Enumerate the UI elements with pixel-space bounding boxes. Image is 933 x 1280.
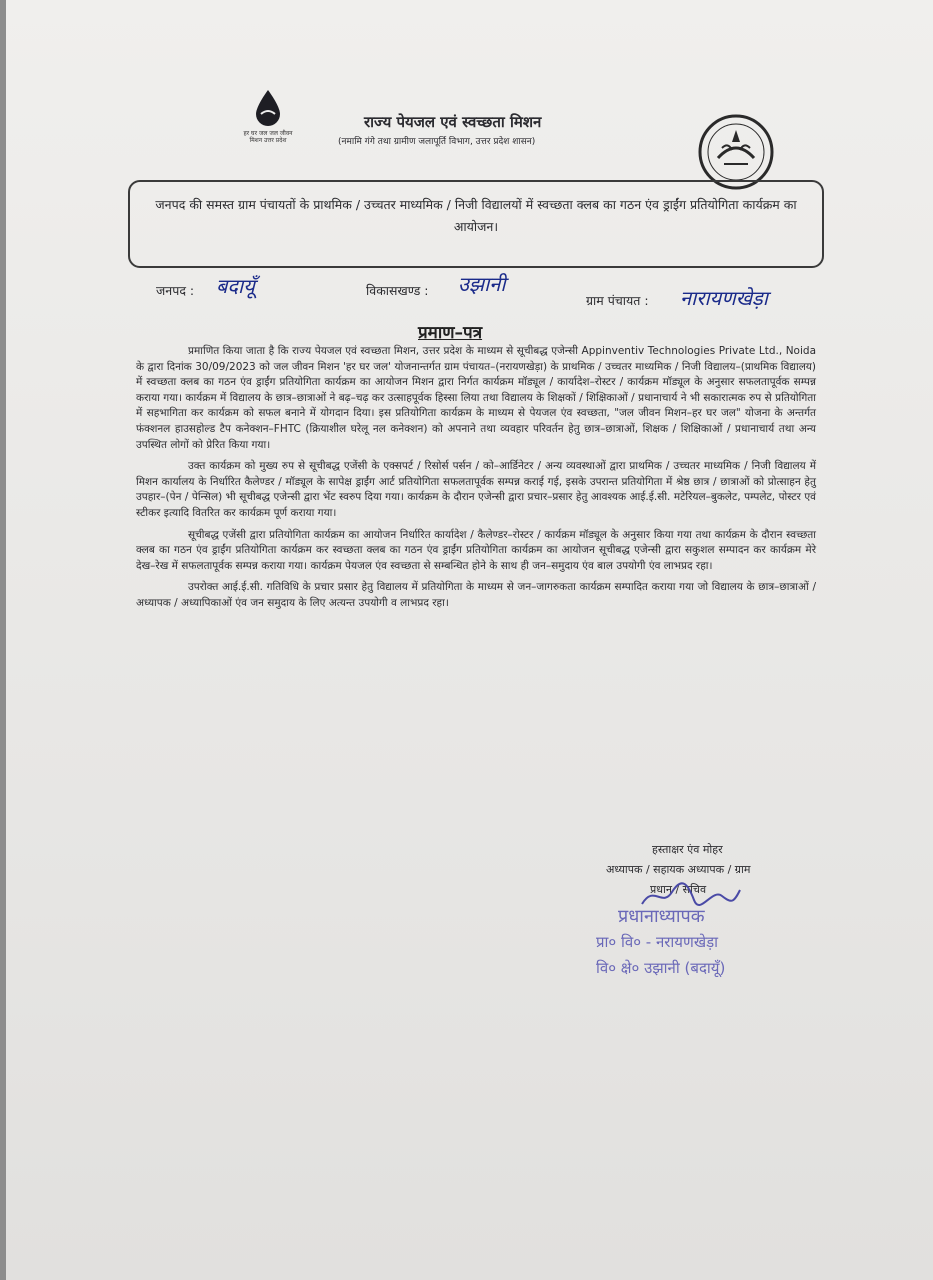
subject-text: जनपद की समस्त ग्राम पंचायतों के प्राथमिक / उच्चतर माध्यमिक / निजी विद्यालयों में स्वच्छता क्लब का गठन एंव ड्राईंग प्रतियोगिता कार्यक्रम का आयोजन। <box>155 197 797 234</box>
document-page <box>6 0 933 1280</box>
stamp-block: वि० क्षे० उझानी (बदायूँ) <box>596 959 726 977</box>
block-value: उझानी <box>458 272 506 296</box>
signature-designation: अध्यापक / सहायक अध्यापक / ग्राम <box>606 863 751 876</box>
har-ghar-jal-logo <box>238 88 298 158</box>
stamp-school: प्रा० वि० - नरायणखेड़ा <box>596 933 719 951</box>
district-label: जनपद : <box>156 283 195 298</box>
header-subtitle: (नमामि गंगे तथा ग्रामीण जलापूर्ति विभाग, उत्तर प्रदेश शासन) <box>338 137 536 147</box>
header-title: राज्य पेयजल एवं स्वच्छता मिशन <box>364 113 542 131</box>
stamp-title: प्रधानाध्यापक <box>618 906 705 927</box>
paragraph-4: उपरोक्त आई.ई.सी. गतिविधि के प्रचार प्रसार हेतु विद्यालय में प्रतियोगिता के माध्यम से जन–जागरुकता कार्यक्रम सम्पादित कराया गया जो विद्यालय के छात्र–छात्राओं / अध्यापक / अध्यापिकाओं एंव जन समुदाय के लिए अत्यन्त उपयोगी व लाभप्रद रहा। <box>136 581 816 609</box>
paragraph-1: प्रमाणित किया जाता है कि राज्य पेयजल एवं स्वच्छता मिशन, उत्तर प्रदेश के माध्यम से सूचीबद्ध एजेन्सी Appinventiv Technologies Private Ltd., Noida के द्वारा दिनांक 30/09/2023 को जल जीवन मिशन 'हर घर जल' योजनान्तर्गत ग्राम पंचायत–(नरायणखेड़ा) के प्राथमिक / उच्चतर माध्यमिक / निजी विद्यालय–(प्राथमिक विद्यालय) में स्वच्छता क्लब का गठन एंव ड्राईंग प्रतियोगिता कार्यक्रम का आयोजन मिशन द्वारा निर्गत कार्यक्रम मॉड्यूल / कार्यादेश–रोस्टर / कार्यक्रम मॉड्यूल के अनुसार सफलतापूर्वक सम्पन्न कराया गया। कार्यक्रम में विद्यालय के छात्र–छात्राओं ने बढ़–चढ़ कर उत्साहपूर्वक हिस्सा लिया तथा विद्यालय के शिक्षकों / शिक्षिकाओं / प्रधानाचार्य ने भी सकारात्मक रुप से प्रतियोगिता में सहभागिता कर कार्यक्रम को सफल बनाने में योगदान दिया। इस प्रतियोगिता कार्यक्रम के माध्यम से पेयजल एंव स्वच्छता, "जल जीवन मिशन–हर घर जल" योजना के अन्तर्गत फंक्शनल हाउसहोल्ड टैप कनेक्शन–FHTC (क्रियाशील घरेलू नल कनेक्शन) को अपनाने तथा व्यवहार परिवर्तन हेतु छात्र–छात्राओं, शिक्षक / शिक्षिकाओं / प्रधानाचार्य तथा अन्य उपस्थित लोगों को प्रेरित किया गया। <box>136 345 816 451</box>
signature-label: हस्ताक्षर एंव मोहर <box>652 843 723 856</box>
paragraph-3: सूचीबद्ध एजेंसी द्वारा प्रतियोगिता कार्यक्रम का आयोजन निर्धारित कार्यादेश / कैलेण्डर–रोस्टर / कार्यक्रम मॉड्यूल के अनुसार किया गया तथा कार्यक्रम के दौरान स्वच्छता क्लब का गठन एंव ड्राईंग प्रतियोगिता कार्यक्रम कर स्वच्छता क्लब का गठन एंव ड्राईंग प्रतियोगिता कार्यक्रम का आयोजन सूचीबद्ध एजेन्सी द्वारा सकुशल सम्पादन कर कार्यक्रम मेरे देख–रेख में सफलतापूर्वक सम्पन्न कराया गया। कार्यक्रम पेयजल एंव स्वच्छता से सम्बन्धित होने के साथ ही जन–समुदाय एंव बाल उपयोगी एंव लाभप्रद रहा। <box>136 528 816 572</box>
block-label: विकासखण्ड : <box>366 283 429 298</box>
logo-caption: हर घर जल जल जीवन मिशन उत्तर प्रदेश <box>243 130 293 144</box>
water-drop-icon <box>253 88 283 126</box>
gram-panchayat-value: नारायणखेड़ा <box>680 286 768 310</box>
gram-panchayat-label: ग्राम पंचायत : <box>586 293 649 308</box>
subject-box <box>128 180 824 268</box>
signature-designation-2: प्रधान / सचिव <box>650 883 707 896</box>
paragraph-2: उक्त कार्यक्रम को मुख्य रुप से सूचीबद्ध एजेंसी के एक्सपर्ट / रिसोर्स पर्सन / को–आर्डिनेटर / अन्य व्यवस्थाओं द्वारा प्राथमिक / उच्चतर माध्यमिक / निजी विद्यालय में मिशन कार्यालय के निर्धारित कैलेण्डर / मॉड्यूल के सापेक्ष ड्राईंग आर्ट प्रतियोगिता सफलतापूर्वक सम्पन्न कराई गई, इसके उपरान्त प्रतियोगिता में श्रेष्ठ छात्र / छात्राओं को प्रोत्साहन हेतु उपहार–(पेन / पेन्सिल) भी सूचीबद्ध एजेन्सी द्वारा भेंट स्वरुप दिया गया। कार्यक्रम के दौरान एजेन्सी द्वारा प्रचार–प्रसार हेतु आवश्यक आई.ई.सी. मटेरियल–बुकलेट, पम्पलेट, पोस्टर एवं स्टीकर इत्यादि वितरित कर कार्यक्रम पूर्ण कराया गया। <box>136 460 816 519</box>
district-value: बदायूँ <box>216 274 255 298</box>
certificate-body <box>136 344 816 618</box>
certificate-heading: प्रमाण–पत्र <box>418 323 483 343</box>
